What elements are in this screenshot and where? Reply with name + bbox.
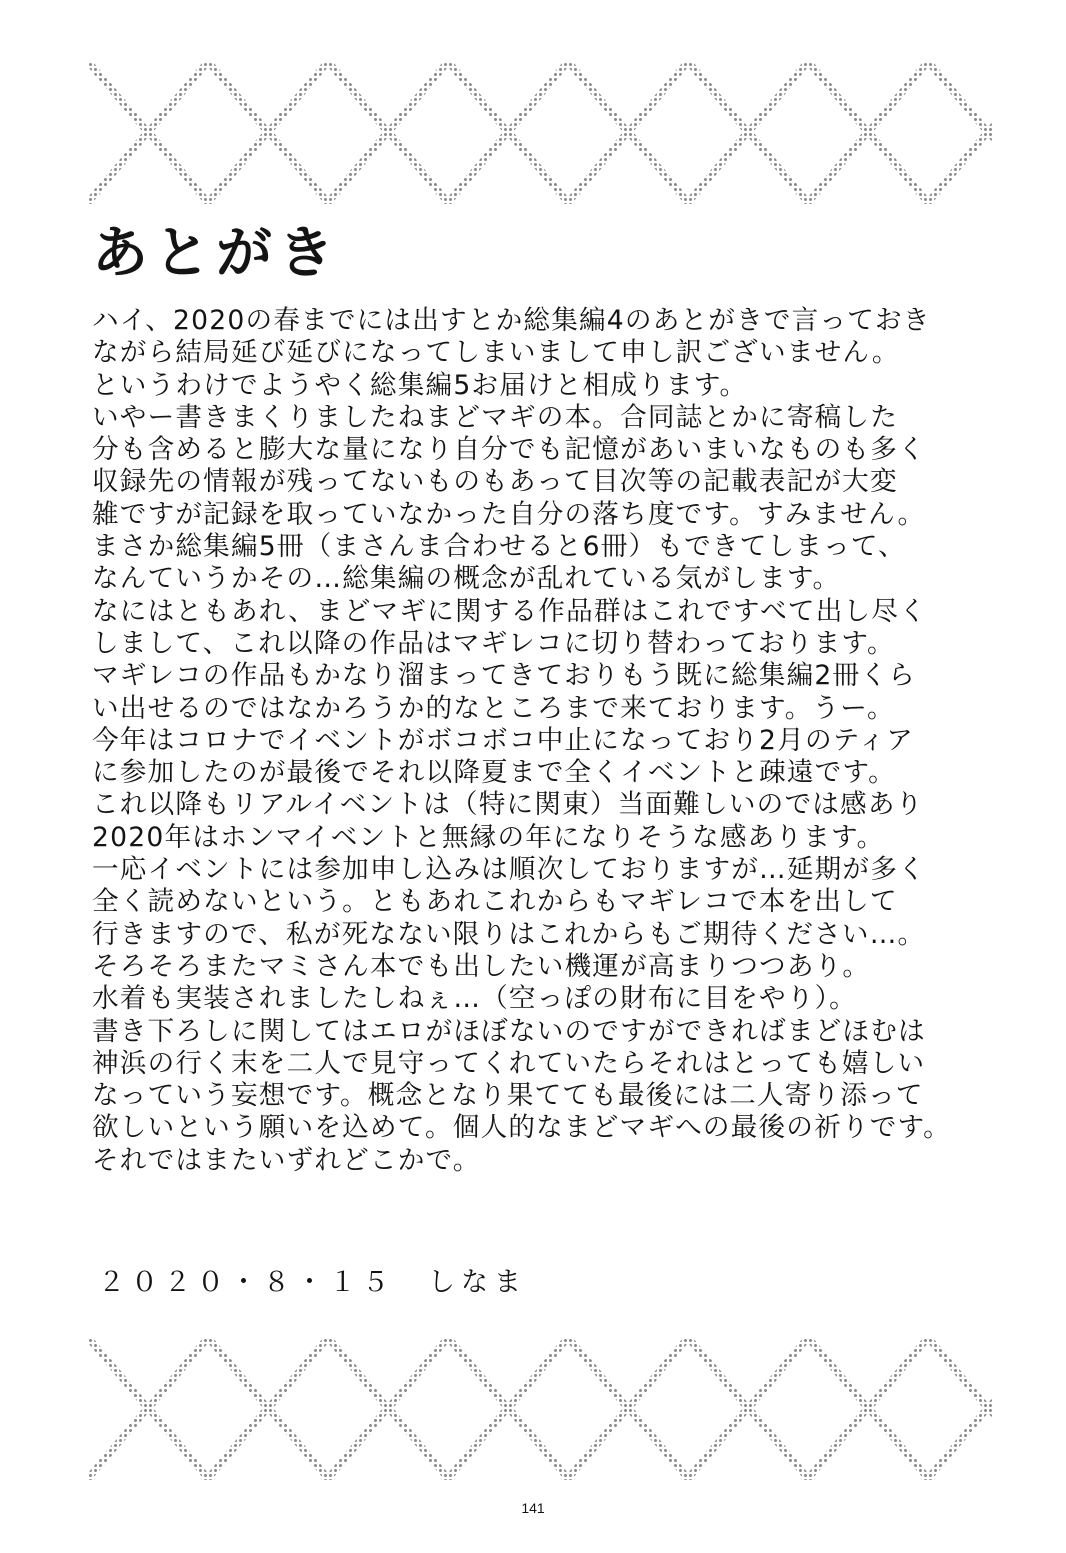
text-line: い出せるのではなかろうか的なところまで来ております。うー。 bbox=[92, 692, 895, 724]
text-line: 書き下ろしに関してはエロがほぼないのですができればまどほむは bbox=[92, 1015, 926, 1047]
text-line: なにはともあれ、まどマギに関する作品群はこれですべて出し尽く bbox=[92, 595, 927, 627]
text-line: 今年はコロナでイベントがボコボコ中止になっており2月のティア bbox=[92, 724, 915, 756]
text-line: そろそろまたマミさん本でも出したい機運が高まりつつあり。 bbox=[92, 950, 871, 982]
page-title: あとがき bbox=[92, 221, 340, 286]
text-line: なんていうかその…総集編の概念が乱れている気がします。 bbox=[92, 563, 841, 595]
text-line: 分も含めると膨大な量になり自分でも記憶があいまいなものも多く bbox=[92, 434, 926, 466]
text-line: まさか総集編5冊（まさんま合わせると6冊）もできてしまって、 bbox=[92, 531, 906, 563]
bottom-diamond-border bbox=[88, 1338, 994, 1480]
text-line: 収録先の情報が残ってないものもあって目次等の記載表記が大変 bbox=[92, 466, 898, 498]
diamond-pattern-top bbox=[88, 62, 994, 204]
diamond-pattern-bottom bbox=[88, 1338, 994, 1480]
page-number: 141 bbox=[521, 1500, 545, 1516]
text-line: 2020年はホンマイベントと無縁の年になりそうな感あります。 bbox=[92, 821, 885, 853]
text-line: 全く読めないという。ともあれこれからもマギレコで本を出して bbox=[92, 886, 898, 918]
text-line: しまして、これ以降の作品はマギレコに切り替わっております。 bbox=[92, 627, 895, 659]
text-line: マギレコの作品もかなり溜まってきておりもう既に総集編2冊くら bbox=[92, 660, 916, 692]
text-line: なっていう妄想です。概念となり果てても最後には二人寄り添って bbox=[92, 1080, 924, 1112]
afterword-text bbox=[92, 305, 1012, 1177]
text-line: ハイ、2020の春までには出すとか総集編4のあとがきで言っておき bbox=[92, 305, 931, 336]
text-line: ながら結局延び延びになってしまいまして申し訳ございません。 bbox=[92, 337, 900, 369]
text-line: 行きますので、私が死なない限りはこれからもご期待ください…。 bbox=[92, 918, 926, 950]
text-line: 一応イベントには参加申し込みは順次しておりますが…延期が多く bbox=[92, 854, 926, 886]
text-line: それではまたいずれどこかで。 bbox=[92, 1144, 481, 1176]
text-line: 欲しいという願いを込めて。個人的なまどマギへの最後の祈りです。 bbox=[92, 1112, 951, 1144]
text-line: これ以降もリアルイベントは（特に関東）当面難しいのでは感あり bbox=[92, 789, 924, 821]
text-line: に参加したのが最後でそれ以降夏まで全くイベントと疎遠です。 bbox=[92, 757, 896, 789]
text-line: 水着も実装されましたしねぇ…（空っぽの財布に目をやり）。 bbox=[92, 983, 857, 1015]
text-line: 神浜の行く末を二人で見守ってくれていたらそれはとっても嬉しい bbox=[92, 1047, 926, 1079]
text-line: 雑ですが記録を取っていなかった自分の落ち度です。すみません。 bbox=[92, 498, 926, 530]
top-diamond-border bbox=[88, 62, 994, 204]
date-signature: ２０２０・８・１５ しなま bbox=[98, 1267, 527, 1298]
text-line: いやー書きまくりましたねまどマギの本。合同誌とかに寄稿した bbox=[92, 401, 899, 433]
text-line: というわけでようやく総集編5お届けと相成ります。 bbox=[92, 369, 748, 401]
